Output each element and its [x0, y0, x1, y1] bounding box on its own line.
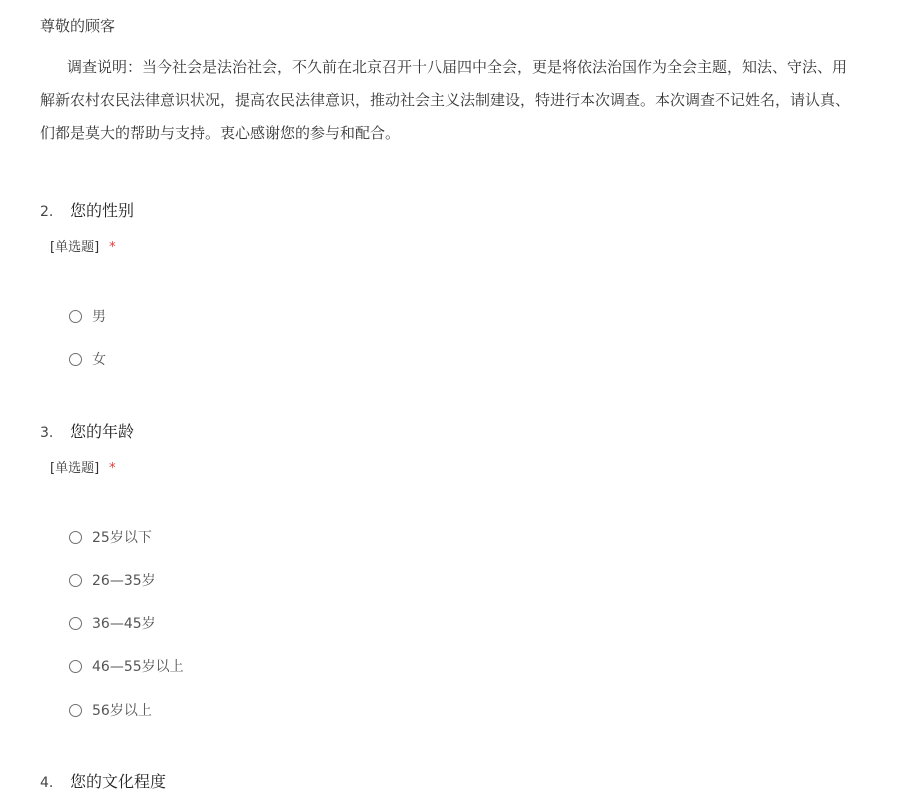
- question-text: 您的文化程度: [70, 772, 167, 791]
- option-label: 56岁以上: [92, 703, 152, 719]
- option-age-56-plus[interactable]: [69, 700, 152, 720]
- survey-intro: [40, 51, 900, 150]
- option-label: 女: [92, 352, 106, 368]
- required-mark: *: [109, 461, 116, 476]
- option-label: 46—55岁以上: [92, 659, 184, 675]
- question-number: 2.: [40, 204, 54, 220]
- radio-button[interactable]: [69, 310, 82, 323]
- radio-button[interactable]: [69, 531, 82, 544]
- question-text: 您的性别: [70, 201, 135, 220]
- radio-button[interactable]: [69, 704, 82, 717]
- question-type: [单选题]: [50, 461, 100, 476]
- option-label: 26—35岁: [92, 573, 156, 589]
- option-age-36-45[interactable]: [69, 613, 156, 633]
- question-title: [40, 771, 166, 793]
- question-number: 3.: [40, 425, 54, 441]
- radio-button[interactable]: [69, 660, 82, 673]
- question-text: 您的年龄: [70, 422, 135, 441]
- question-type-label: [50, 457, 116, 476]
- radio-button[interactable]: [69, 617, 82, 630]
- radio-button[interactable]: [69, 353, 82, 366]
- option-label: 25岁以下: [92, 530, 152, 546]
- greeting: 尊敬的顾客: [40, 17, 116, 35]
- intro-line: 们都是莫大的帮助与支持。衷心感谢您的参与和配合。: [40, 124, 401, 142]
- question-title: [40, 200, 134, 222]
- radio-button[interactable]: [69, 574, 82, 587]
- required-mark: *: [109, 240, 116, 255]
- intro-line: 解新农村农民法律意识状况，提高农民法律意识，推动社会主义法制建设，特进行本次调查。本次调查不记姓名，请认真、: [40, 91, 851, 109]
- intro-line: 调查说明：当今社会是法治社会，不久前在北京召开十八届四中全会，更是将依法治国作为全会主题，知法、守法、用: [67, 58, 848, 76]
- question-type-label: [50, 236, 116, 255]
- option-age-26-35[interactable]: [69, 570, 156, 590]
- option-male[interactable]: [69, 306, 106, 326]
- question-title: [40, 421, 134, 443]
- option-label: 男: [92, 309, 106, 325]
- option-female[interactable]: [69, 349, 106, 369]
- question-type: [单选题]: [50, 240, 100, 255]
- option-age-under-25[interactable]: [69, 527, 152, 547]
- option-label: 36—45岁: [92, 616, 156, 632]
- option-age-46-55[interactable]: [69, 656, 184, 676]
- question-number: 4.: [40, 775, 54, 791]
